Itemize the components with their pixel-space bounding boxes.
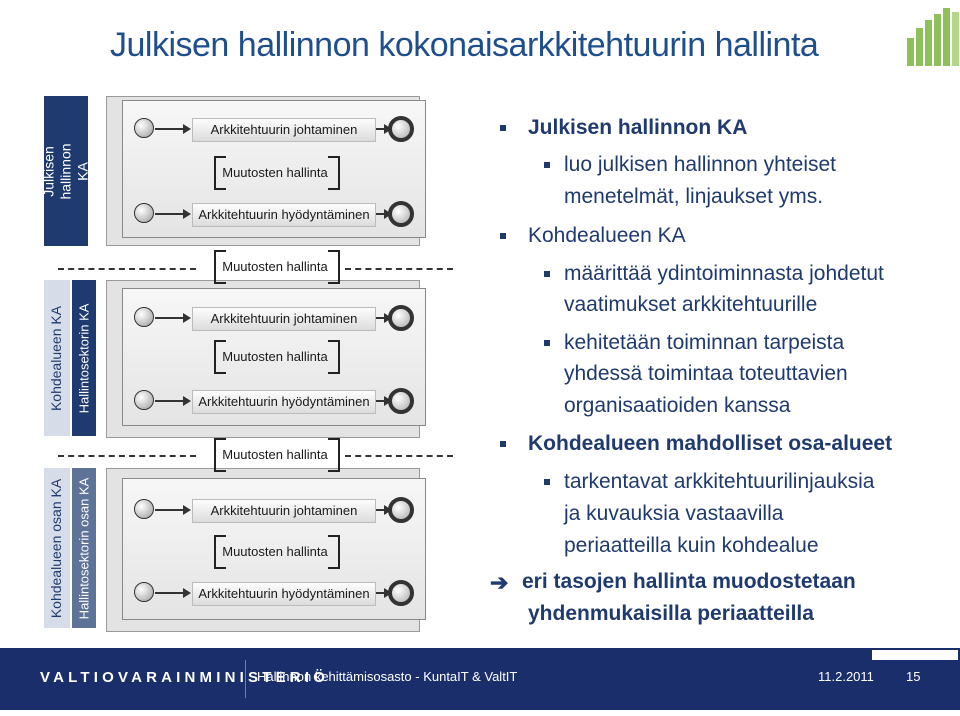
level-domain-part-label: Kohdealueen osan KA xyxy=(48,478,65,618)
page-title: Julkisen hallinnon kokonaisarkkitehtuurin hallinta xyxy=(110,26,819,64)
flow-arrow-icon xyxy=(155,509,189,511)
flow-arrow-icon xyxy=(155,400,189,402)
logo-icon xyxy=(905,6,960,66)
bracket-right-icon xyxy=(328,535,340,569)
footer-department: Hallinnon kehittämisosasto - KuntaIT & ValtIT xyxy=(257,669,518,684)
bullet-domain-ka: Kohdealueen KA xyxy=(528,224,686,247)
change-management-label: Muutosten hallinta xyxy=(222,259,328,274)
page-number: 15 xyxy=(906,669,921,684)
bracket-right-icon xyxy=(328,340,340,374)
start-node-icon xyxy=(134,203,154,223)
bracket-left-icon xyxy=(214,535,226,569)
end-node-icon xyxy=(388,388,414,414)
change-management-label: Muutosten hallinta xyxy=(222,447,328,462)
bracket-left-icon xyxy=(214,156,226,190)
level-separator xyxy=(58,268,196,270)
flow-arrow-icon xyxy=(155,317,189,319)
footer-accent xyxy=(872,650,958,660)
bullet-sub: luo julkisen hallinnon yhteiset xyxy=(564,153,837,176)
end-node-icon xyxy=(388,201,414,227)
start-node-icon xyxy=(134,390,154,410)
bracket-left-icon xyxy=(214,340,226,374)
level-admin-sector-part xyxy=(72,468,96,628)
level-separator xyxy=(58,455,196,457)
level-separator xyxy=(345,455,453,457)
bullet-continuation: organisaatioiden kanssa xyxy=(564,394,791,417)
bullet-sub: kehitetään toiminnan tarpeista xyxy=(564,331,845,354)
bullet-continuation: vaatimukset arkkitehtuurille xyxy=(564,293,818,316)
governance-bar: Arkkitehtuurin johtaminen xyxy=(192,307,376,331)
bullet-sub: tarkentavat arkkitehtuurilinjauksia xyxy=(564,470,875,493)
end-node-icon xyxy=(388,305,414,331)
bracket-left-icon xyxy=(214,438,226,472)
bullet-public-ka: Julkisen hallinnon KA xyxy=(528,116,748,139)
bullet-sub: määrittää ydintoiminnasta johdetut xyxy=(564,262,884,285)
bracket-right-icon xyxy=(328,438,340,472)
level-admin-sector-part-label: Hallintosektorin osan KA xyxy=(76,477,92,619)
flow-arrow-icon xyxy=(155,592,189,594)
level-domain-label: Kohdealueen KA xyxy=(48,305,65,411)
footer-divider xyxy=(245,660,246,698)
level-domain xyxy=(44,280,70,436)
bullet-continuation: menetelmät, linjaukset yms. xyxy=(564,185,824,208)
bullet-continuation: yhdessä toimintaa toteuttavien xyxy=(564,362,848,385)
governance-bar: Arkkitehtuurin johtaminen xyxy=(192,118,376,142)
change-management-label: Muutosten hallinta xyxy=(222,165,328,180)
start-node-icon xyxy=(134,582,154,602)
bracket-left-icon xyxy=(214,250,226,284)
bullet-continuation: periaatteilla kuin kohdealue xyxy=(564,534,819,557)
level-public xyxy=(40,96,91,246)
end-node-icon xyxy=(388,116,414,142)
footer-date: 11.2.2011 xyxy=(818,669,874,684)
change-management-label: Muutosten hallinta xyxy=(222,349,328,364)
end-node-icon xyxy=(388,580,414,606)
start-node-icon xyxy=(134,499,154,519)
flow-arrow-icon xyxy=(155,213,189,215)
level-admin-sector-label: Hallintosektorin KA xyxy=(76,303,92,413)
bullet-continuation: ja kuvauksia vastaavilla xyxy=(564,502,784,525)
bracket-right-icon xyxy=(328,156,340,190)
end-node-icon xyxy=(388,497,414,523)
start-node-icon xyxy=(134,307,154,327)
flow-arrow-icon xyxy=(155,128,189,130)
bracket-right-icon xyxy=(328,250,340,284)
footer xyxy=(0,648,960,710)
arrow-icon: ➔ xyxy=(490,570,509,595)
ministry-logo-text: VALTIOVARAINMINISTERIÖ xyxy=(40,669,330,686)
utilization-bar: Arkkitehtuurin hyödyntäminen xyxy=(192,582,376,606)
change-management-label: Muutosten hallinta xyxy=(222,544,328,559)
level-separator xyxy=(345,268,453,270)
conclusion-line-1: eri tasojen hallinta muodostetaan xyxy=(522,570,856,593)
start-node-icon xyxy=(134,118,154,138)
utilization-bar: Arkkitehtuurin hyödyntäminen xyxy=(192,203,376,227)
utilization-bar: Arkkitehtuurin hyödyntäminen xyxy=(192,390,376,414)
level-domain-part xyxy=(44,468,70,628)
governance-bar: Arkkitehtuurin johtaminen xyxy=(192,499,376,523)
level-public-label: Julkisen hallinnon KA xyxy=(40,142,91,200)
bullet-domain-parts: Kohdealueen mahdolliset osa-alueet xyxy=(528,432,893,455)
level-admin-sector xyxy=(72,280,96,436)
conclusion-line-2: yhdenmukaisilla periaatteilla xyxy=(528,602,814,625)
